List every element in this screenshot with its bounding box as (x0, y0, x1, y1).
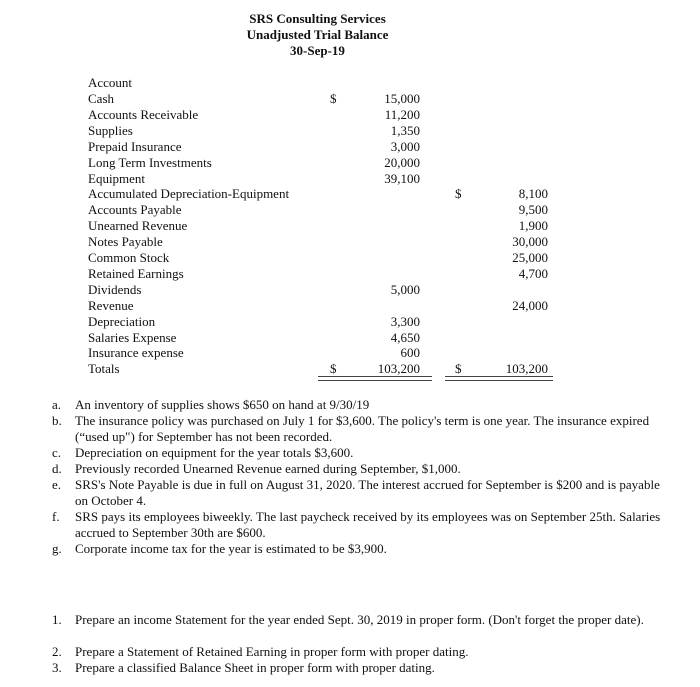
list-marker: g. (52, 541, 62, 556)
debit-dollar-sign: $ (330, 361, 337, 377)
list-text: Prepare a Statement of Retained Earning in proper form with proper dating. (75, 644, 469, 659)
table-row (88, 155, 568, 171)
account-name: Depreciation (88, 313, 156, 329)
table-row (88, 171, 568, 187)
table-row (88, 361, 568, 377)
list-text: An inventory of supplies shows $650 on hand at 9/30/19 (75, 397, 370, 412)
list-marker: b. (52, 413, 62, 428)
list-text: The insurance policy was purchased on July 1 for $3,600. The policy's term is one year. The insurance expired (“used up") for September has not been recorded. (75, 413, 650, 444)
credit-dollar-sign: $ (455, 186, 462, 202)
account-name: Cash (88, 91, 114, 106)
list-item (52, 644, 672, 660)
table-row (88, 202, 568, 218)
list-item (52, 509, 672, 541)
account-name: Dividends (88, 281, 142, 297)
list-item (52, 541, 672, 557)
account-name: Prepaid Insurance (88, 138, 182, 154)
table-row (88, 218, 568, 234)
list-marker: d. (52, 461, 62, 476)
credit-amount: 8,100 (518, 186, 548, 202)
credit-dollar-sign: $ (455, 361, 462, 377)
credit-total-underline (445, 376, 553, 381)
list-item (52, 397, 672, 413)
list-text: Prepare a classified Balance Sheet in proper form with proper dating. (75, 660, 435, 675)
list-text: SRS's Note Payable is due in full on August 31, 2020. The interest accrued for September is $200 and is payable on October 4. (75, 477, 660, 508)
list-text: SRS pays its employees biweekly. The last paycheck received by its employees was on September 25th. Salaries accrued to September 30th are $600. (75, 509, 661, 540)
credit-amount: 4,700 (518, 265, 548, 281)
table-row (88, 139, 568, 155)
table-row (88, 266, 568, 282)
list-item (52, 477, 672, 509)
table-row (88, 314, 568, 330)
table-row (88, 345, 568, 361)
debit-amount: 20,000 (384, 154, 420, 170)
list-marker: f. (52, 509, 60, 524)
debit-amount: 5,000 (390, 281, 420, 297)
list-text: Depreciation on equipment for the year totals $3,600. (75, 445, 354, 460)
list-item (52, 445, 672, 461)
table-row (88, 123, 568, 139)
table-row (88, 298, 568, 314)
list-marker: 3. (52, 660, 62, 675)
list-item (52, 413, 672, 445)
debit-amount: 3,000 (390, 138, 420, 154)
table-row (88, 234, 568, 250)
account-name: Accounts Payable (88, 202, 182, 218)
list-item (52, 461, 672, 477)
debit-amount: 1,350 (390, 122, 420, 138)
debit-amount: 15,000 (384, 91, 420, 106)
list-marker: c. (52, 445, 62, 460)
account-name: Supplies (88, 122, 133, 138)
list-text: Corporate income tax for the year is estimated to be $3,900. (75, 541, 387, 556)
debit-amount: 4,650 (390, 329, 420, 345)
report-title: Unadjusted Trial Balance (246, 27, 389, 42)
table-header (88, 75, 568, 91)
debit-amount: 3,300 (390, 313, 420, 329)
account-name: Notes Payable (88, 234, 163, 250)
list-text: Prepare an income Statement for the year ended Sept. 30, 2019 in proper form. (Don't forget the proper date). (75, 612, 644, 627)
account-name: Equipment (88, 170, 146, 186)
credit-amount: 25,000 (512, 250, 548, 265)
list-marker: e. (52, 477, 62, 492)
table-row (88, 107, 568, 123)
report-date: 30-Sep-19 (290, 43, 345, 58)
table-row (88, 330, 568, 346)
account-name: Accumulated Depreciation-Equipment (88, 186, 290, 202)
list-item (52, 612, 672, 628)
account-name: Salaries Expense (88, 329, 177, 345)
account-name: Revenue (88, 297, 134, 313)
company-name: SRS Consulting Services (249, 11, 386, 26)
account-header: Account (88, 75, 133, 90)
list-text: Previously recorded Unearned Revenue earned during September, $1,000. (75, 461, 461, 476)
account-name: Totals (88, 361, 120, 377)
account-name: Retained Earnings (88, 265, 184, 281)
debit-amount: 11,200 (384, 106, 420, 122)
credit-amount: 24,000 (512, 297, 548, 313)
account-name: Long Term Investments (88, 154, 212, 170)
debit-amount: 39,100 (384, 170, 420, 186)
table-row (88, 282, 568, 298)
account-name: Common Stock (88, 250, 170, 265)
list-marker: a. (52, 397, 62, 412)
debit-dollar-sign: $ (330, 91, 337, 106)
debit-amount: 103,200 (377, 361, 420, 377)
credit-amount: 9,500 (518, 202, 548, 218)
credit-amount: 1,900 (518, 218, 548, 234)
debit-total-underline (318, 376, 432, 381)
credit-amount: 30,000 (512, 234, 548, 250)
account-name: Insurance expense (88, 345, 184, 361)
credit-amount: 103,200 (505, 361, 548, 377)
list-marker: 1. (52, 612, 62, 627)
table-row (88, 91, 568, 107)
list-marker: 2. (52, 644, 62, 659)
account-name: Accounts Receivable (88, 106, 199, 122)
table-row (88, 250, 568, 266)
list-item (52, 660, 672, 676)
debit-amount: 600 (400, 345, 420, 361)
table-row (88, 186, 568, 202)
account-name: Unearned Revenue (88, 218, 188, 234)
